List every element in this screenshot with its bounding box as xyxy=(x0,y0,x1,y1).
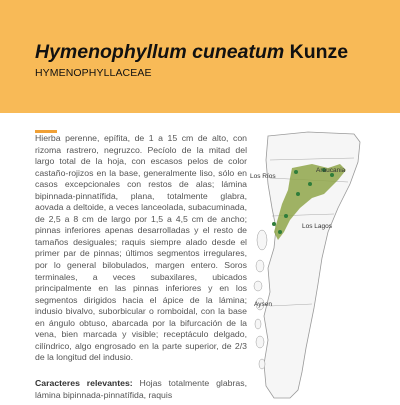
family-name: HYMENOPHYLLACEAE xyxy=(35,67,152,79)
occurrence-point xyxy=(308,182,312,186)
region-label-araucania: Araucania xyxy=(316,167,346,174)
distribution-map xyxy=(250,128,400,400)
distribution-map-svg xyxy=(250,128,400,400)
relevant-heading: Caracteres relevantes: xyxy=(35,378,133,388)
relevant-characters xyxy=(35,378,247,401)
occurrence-point xyxy=(294,170,298,174)
occurrence-point xyxy=(284,214,288,218)
species-name: Hymenophyllum cuneatum xyxy=(35,41,285,63)
region-label-los-rios: Los Ríos xyxy=(250,173,276,180)
occurrence-point xyxy=(296,192,300,196)
occurrence-point xyxy=(278,230,282,234)
title-banner xyxy=(0,0,400,113)
occurrence-point xyxy=(272,222,276,226)
region-label-aysen: Aysen xyxy=(254,301,272,308)
region-label-los-lagos: Los Lagos xyxy=(302,223,332,230)
relevant-text: Hojas totalmente glabras, lámina bipinnada-pinnatífida, raquis xyxy=(35,378,247,400)
page-title xyxy=(35,40,348,64)
species-description: Hierba perenne, epífita, de 1 a 15 cm de alto, con rizoma rastrero, negruzco. Pecíolo de la mitad del largo total de la hoja, con escasos pelos de color castaño-rojizos en la base, generalmente liso, sólo en casos excepcionales con restos de alas; lámina bipinnada-pinnatífida, plana, totalmente glabra, aovada a deltoide, a veces lanceolada, subacuminada, de 2,5 a 8 cm de largo por 1,5 a 4,5 cm de ancho; pinnas inferiores apenas desarrolladas y el resto de tamaños desiguales; raquis siempre alado desde el primer par de pinnas; últimos segmentos irregulares, por lo general bilobulados, margen entero. Soros terminales, a veces subaxilares, ubicados principalmente en las pinnas inferiores y en los segmentos dirigidos hacia el ápice de la lámina; indusio bivalvo, suborbicular o romboidal, con la base en ángulo obtuso, abarcada por la bifurcación de la vena, bien marcada y visible; receptáculo delgado, cilíndrico, algo engrosado en la parte superior, de 2/3 de la longitud del indusio. xyxy=(35,133,247,363)
species-author: Kunze xyxy=(289,41,349,63)
map-islands xyxy=(254,230,267,369)
